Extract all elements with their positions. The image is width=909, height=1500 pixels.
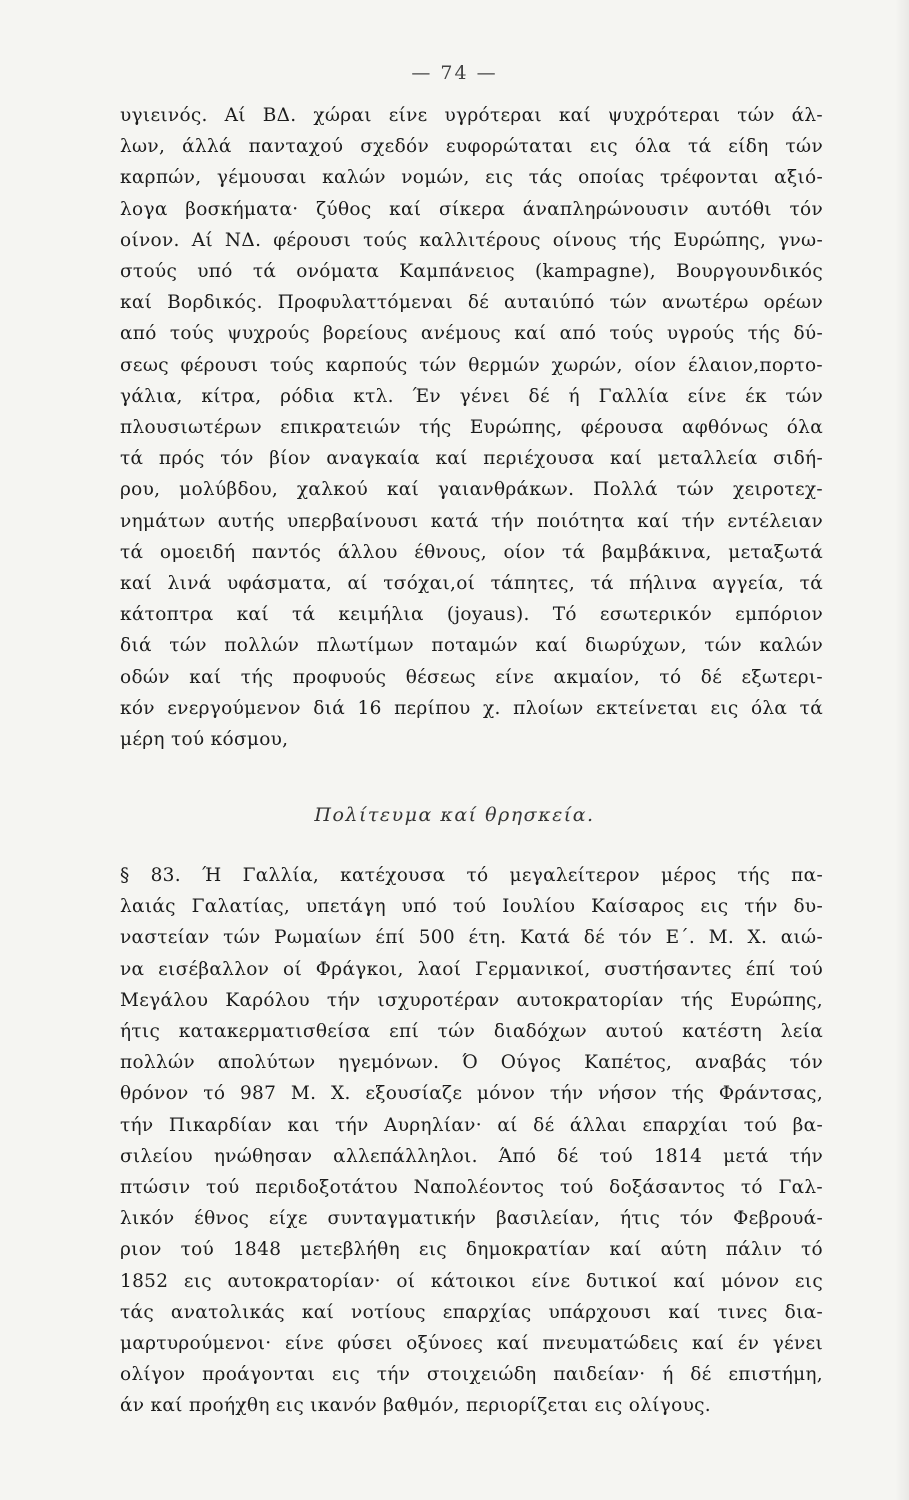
text-line: άν καί προήχθη εις ικανόν βαθμόν, περιορίζεται εις ολίγους. [120, 1395, 711, 1417]
text-line: ριον τού 1848 μετεβλήθη εις δημοκρατίαν καί αύτη πάλιν τό [120, 1239, 823, 1261]
text-line: σεως φέρουσι τούς καρπούς τών θερμών χωρών, οίον έλαιον,πορτο- [120, 354, 823, 376]
text-line: τάς ανατολικάς καί νοτίους επαρχίας υπάρχουσι καί τινες δια- [120, 1301, 823, 1323]
text-line: Μεγάλου Καρόλου τήν ισχυροτέραν αυτοκρατορίαν τής Ευρώπης, [120, 989, 823, 1011]
text-line: νημάτων αυτής υπερβαίνουσι κατά τήν ποιότητα καί τήν εντέλειαν [120, 510, 823, 532]
text-line: ρου, μολύβδου, χαλκού καί γαιανθράκων. Πολλά τών χειροτεχ- [120, 479, 823, 501]
text-line: θρόνον τό 987 Μ. Χ. εξουσίαζε μόνον τήν νήσον τής Φράντσας, [120, 1083, 823, 1105]
text-line: κάτοπτρα καί τά κειμήλια (joyaus). Τό εσωτερικόν εμπόριον [120, 604, 823, 626]
text-line: από τούς ψυχρούς βορείους ανέμους καί από τούς υγρούς τής δύ- [120, 323, 823, 345]
text-line: ήτις κατακερματισθείσα επί τών διαδόχων αυτού κατέστη λεία [120, 1021, 823, 1043]
text-line: πτώσιν τού περιδοξοτάτου Ναπολέοντος τού δοξάσαντος τό Γαλ- [120, 1177, 823, 1199]
paragraph-government-religion [120, 860, 823, 1422]
text-line: τά ομοειδή παντός άλλου έθνους, οίον τά βαμβάκινα, μεταξωτά [120, 541, 823, 563]
text-line: πολλών απολύτων ηγεμόνων. Ό Ούγος Καπέτος, αναβάς τόν [120, 1052, 823, 1074]
text-line: λικόν έθνος είχε συνταγματικήν βασιλείαν, ήτις τόν Φεβρουά- [120, 1208, 823, 1230]
text-line: λαιάς Γαλατίας, υπετάγη υπό τού Ιουλίου Καίσαρος εις τήν δυ- [120, 896, 823, 918]
text-line: πλουσιωτέρων επικρατειών τής Ευρώπης, φέρουσα αφθόνως όλα [120, 417, 823, 439]
text-line: γάλια, κίτρα, ρόδια κτλ. Έν γένει δέ ή Γαλλία είνε έκ τών [120, 385, 823, 407]
text-line: λων, άλλά πανταχού σχεδόν ευφορώταται εις όλα τά είδη τών [120, 136, 823, 158]
text-line: μαρτυρούμενοι· είνε φύσει οξύνοες καί πνευματώδεις καί έν γένει [120, 1333, 823, 1355]
text-line: § 83. Ή Γαλλία, κατέχουσα τό μεγαλείτερον μέρος τής πα- [120, 865, 823, 886]
page-number: — 74 — [411, 62, 498, 84]
paragraph-climate-economy [120, 100, 823, 755]
text-line: καί λινά υφάσματα, αί τσόχαι,οί τάπητες, τά πήλινα αγγεία, τά [120, 573, 823, 595]
text-line: ναστείαν τών Ρωμαίων έπί 500 έτη. Κατά δέ τόν Ε΄. Μ. Χ. αιώ- [120, 927, 823, 949]
text-line: υγιεινός. Αί ΒΔ. χώραι είνε υγρότεραι καί ψυχρότεραι τών άλ- [120, 105, 823, 126]
text-line: τά πρός τόν βίον αναγκαία καί περιέχουσα καί μεταλλεία σιδή- [120, 448, 823, 470]
text-line: καί Βορδικός. Προφυλαττόμεναι δέ αυταιύπό τών ανωτέρω ορέων [120, 292, 823, 314]
text-line: σιλείου ηνώθησαν αλλεπάλληλοι. Άπό δέ τού 1814 μετά τήν [120, 1145, 823, 1167]
text-line: στούς υπό τά ονόματα Καμπάνειος (kampagne), Βουργουνδικός [120, 261, 823, 283]
text-line: μέρη τού κόσμου, [120, 729, 289, 751]
text-line: τήν Πικαρδίαν και τήν Αυρηλίαν· αί δέ άλλαι επαρχίαι τού βα- [120, 1114, 823, 1136]
page-edge-shadow [895, 0, 909, 1500]
text-line: λογα βοσκήματα· ζύθος καί σίκερα άναπληρώνουσιν αυτόθι τόν [120, 198, 823, 220]
text-line: διά τών πολλών πλωτίμων ποταμών καί διωρύχων, τών καλών [120, 635, 823, 657]
text-line: οδών καί τής προφυούς θέσεως είνε ακμαίον, τό δέ εξωτερι- [120, 666, 823, 688]
text-line: οίνον. Αί ΝΔ. φέρουσι τούς καλλιτέρους οίνους τής Ευρώπης, γνω- [120, 229, 823, 251]
text-line: 1852 εις αυτοκρατορίαν· οί κάτοικοι είνε δυτικοί καί μόνον εις [120, 1270, 823, 1292]
text-line: ολίγον προάγονται εις τήν στοιχειώδη παιδείαν· ή δέ επιστήμη, [120, 1364, 823, 1386]
section-heading: Πολίτευμα καί θρησκεία. [314, 804, 595, 826]
text-line: να εισέβαλλον οί Φράγκοι, λαοί Γερμανικοί, συστήσαντες έπί τού [120, 958, 823, 980]
text-line: κόν ενεργούμενον διά 16 περίπου χ. πλοίων εκτείνεται εις όλα τά [120, 697, 823, 719]
text-line: καρπών, γέμουσαι καλών νομών, εις τάς οποίας τρέφονται αξιό- [120, 167, 823, 189]
